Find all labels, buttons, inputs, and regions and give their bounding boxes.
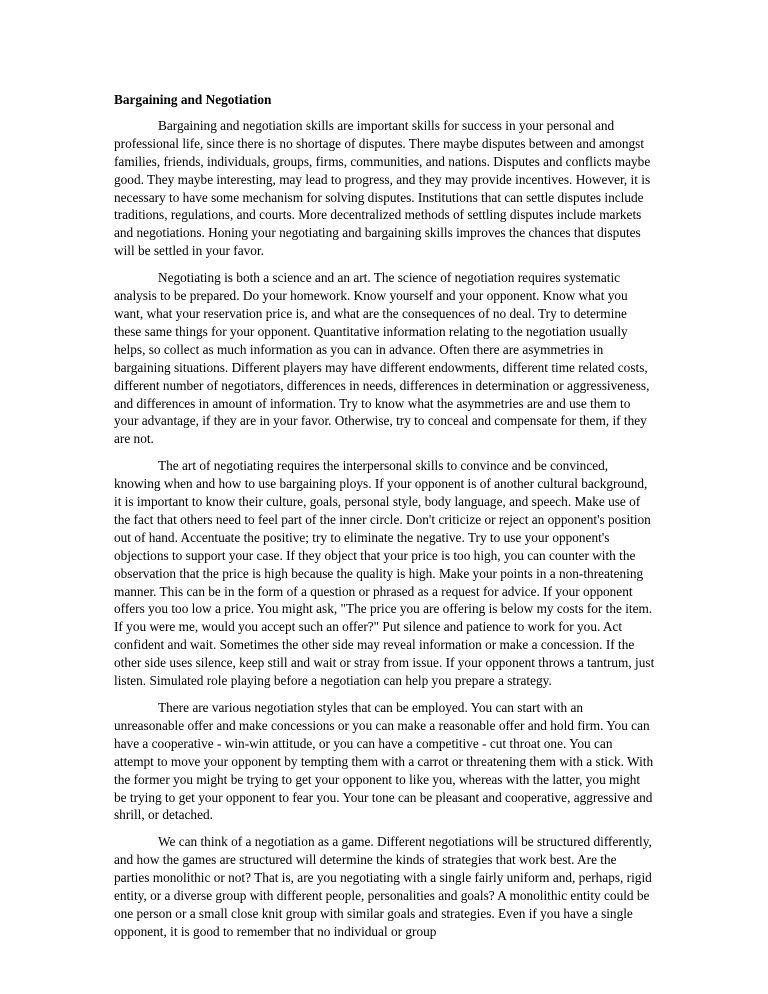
document-page — [114, 91, 655, 950]
document-title: Bargaining and Negotiation — [114, 92, 272, 107]
paragraph-2: Negotiating is both a science and an art. The science of negotiation requires systematic analysis to be prepared. Do your homework. Know yourself and your opponent. Know what you want, what your reservation price is, and what are the consequences of no deal. Try to determine these same things for your opponent. Quantitative information relating to the negotiation usually helps, so collect as much information as you can in advance. Often there are asymmetries in bargaining situations. Different players may have different endowments, different time related costs, different number of negotiators, differences in needs, differences in determination or aggressiveness, and differences in amount of information. Try to know what the asymmetries are and use them to your advantage, if they are in your favor. Otherwise, try to conceal and compensate for them, if they are not. — [114, 270, 650, 447]
paragraph-1: Bargaining and negotiation skills are important skills for success in your personal and professional life, since there is no shortage of disputes. There maybe disputes between and amongst families, friends, individuals, groups, firms, communities, and nations. Disputes and conflicts maybe good. They maybe interesting, may lead to progress, and they may provide incentives. However, it is necessary to have some mechanism for solving disputes. Institutions that can settle disputes include traditions, regulations, and courts. More decentralized methods of settling disputes include markets and negotiations. Honing your negotiating and bargaining skills improves the chances that disputes will be settled in your favor. — [114, 117, 651, 259]
paragraph-4: There are various negotiation styles that can be employed. You can start with an unreasonable offer and make concessions or you can make a reasonable offer and hold firm. You can have a cooperative - win-win attitude, or you can have a competitive - cut throat one. You can attempt to move your opponent by tempting them with a carrot or threatening them with a stick. With the former you might be trying to get your opponent to like you, whereas with the latter, you might be trying to get your opponent to fear you. Your tone can be pleasant and cooperative, aggressive and shrill, or detached. — [114, 700, 654, 823]
paragraph-3: The art of negotiating requires the interpersonal skills to convince and be convinced, knowing when and how to use bargaining ploys. If your opponent is of another cultural background, it is important to know their culture, goals, personal style, body language, and speech. Make use of the fact that others need to feel part of the inner circle. Don't criticize or reject an opponent's position out of hand. Accentuate the positive; try to eliminate the negative. Try to use your opponent's objections to support your case. If they object that your price is too high, you can counter with the observation that the price is high because the quality is high. Make your points in a non-threatening manner. This can be in the form of a question or phrased as a request for advice. If your opponent offers you too low a price. You might ask, "The price you are offering is below my costs for the item. If you were me, would you accept such an offer?" Put silence and patience to work for you. Act confident and wait. Sometimes the other side may reveal information or make a concession. If the other side uses silence, keep still and wait or stray from issue. If your opponent throws a tantrum, just listen. Simulated role playing before a negotiation can help you prepare a strategy. — [114, 458, 655, 689]
paragraph-5: We can think of a negotiation as a game. Different negotiations will be structured differently, and how the games are structured will determine the kinds of strategies that work best. Are the parties monolithic or not? That is, are you negotiating with a single fairly uniform and, perhaps, rigid entity, or a diverse group with different people, personalities and goals? A monolithic entity could be one person or a small close knit group with similar goals and strategies. Even if you have a single opponent, it is good to remember that no individual or group — [114, 834, 652, 939]
